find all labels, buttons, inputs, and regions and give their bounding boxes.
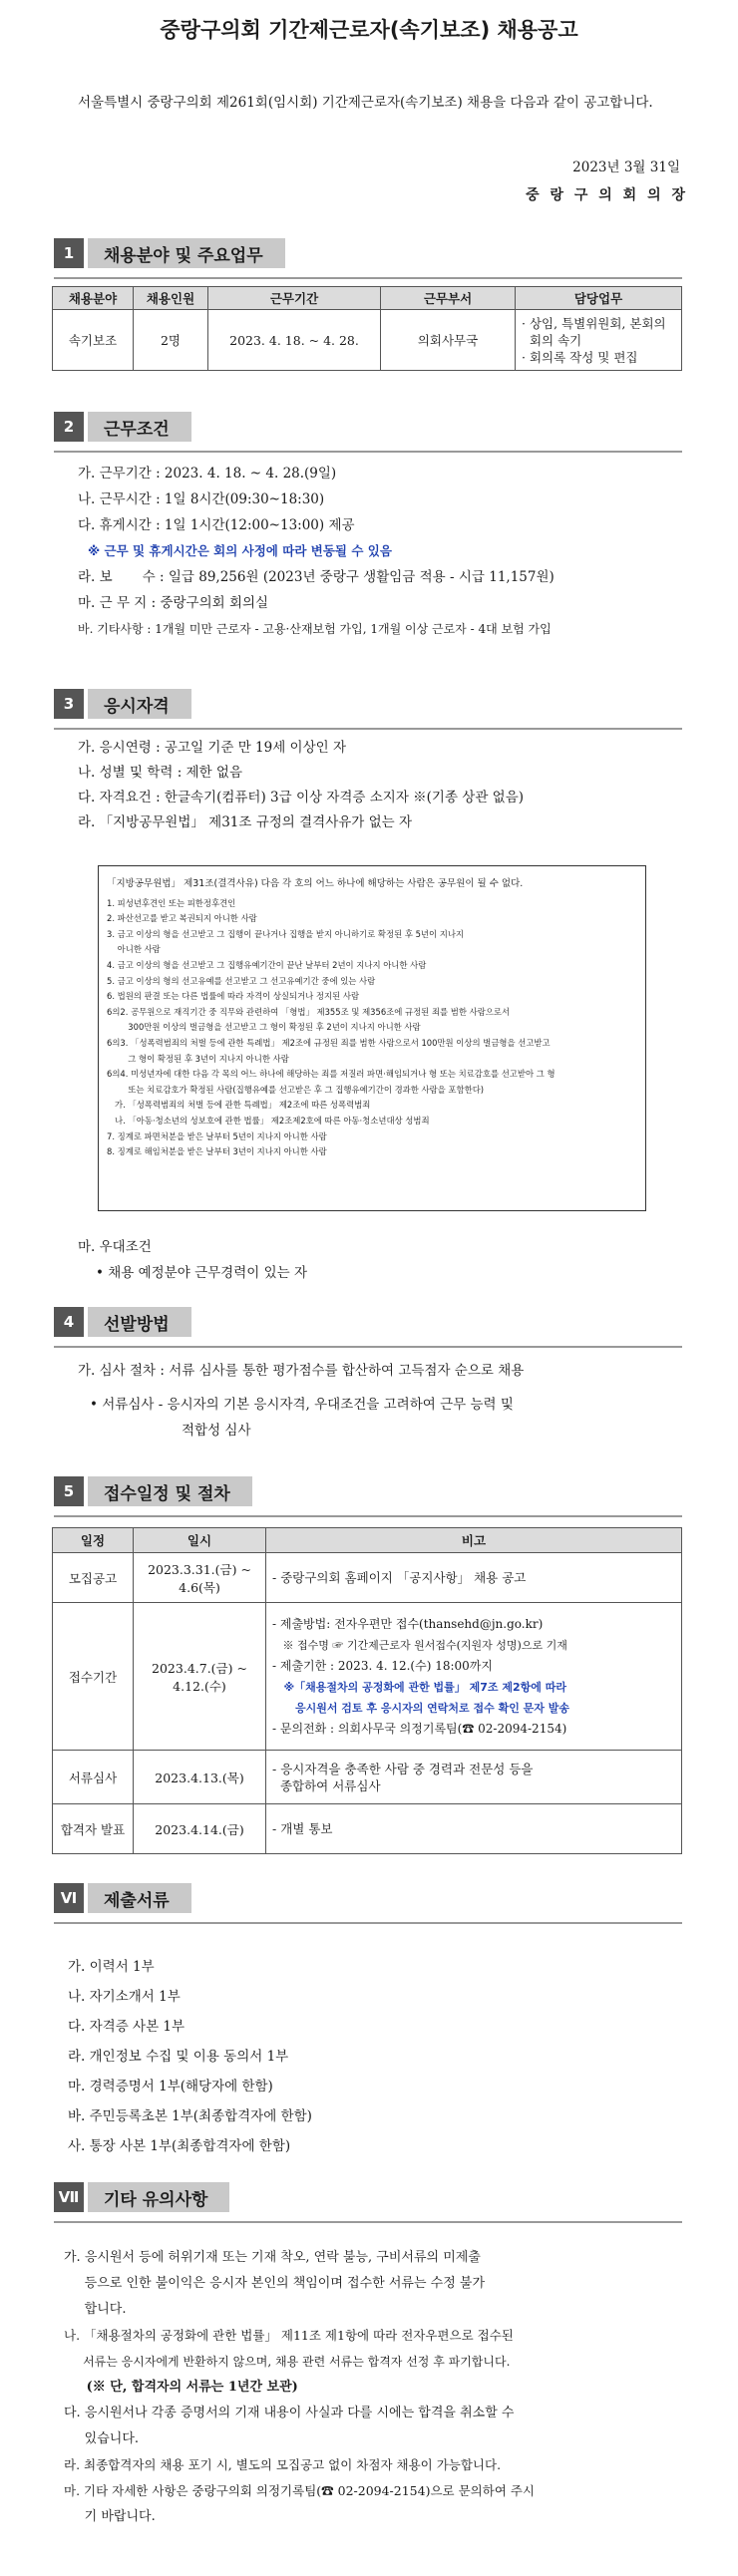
section-header bbox=[54, 1306, 191, 1338]
list-item: 라. 보 수 : 일급 89,256원 (2023년 중랑구 생활임금 적용 - 시급 11,157원) bbox=[78, 569, 554, 585]
section-header bbox=[54, 2181, 229, 2213]
section-divider bbox=[54, 451, 682, 453]
note-line: - 제출방법: 전자우편만 접수(thansehd@jn.go.kr) bbox=[272, 1616, 544, 1631]
table-cell bbox=[134, 1751, 266, 1804]
list-item: 나. 「채용절차의 공정화에 관한 법률」 제11조 제1항에 따라 전자우편으로 접수된 bbox=[64, 2328, 514, 2343]
note-line: 종합하여 서류심사 bbox=[272, 1777, 381, 1793]
table-header: 담당업무 bbox=[516, 287, 682, 310]
table-cell bbox=[266, 1553, 682, 1603]
conditions-list bbox=[78, 461, 554, 642]
section-header bbox=[54, 688, 191, 720]
table-row bbox=[53, 1553, 682, 1603]
list-item: 다. 휴게시간 : 1일 1시간(12:00~13:00) 제공 bbox=[78, 517, 355, 533]
note-line: - 제출기한 : 2023. 4. 12.(수) 18:00까지 bbox=[272, 1658, 493, 1673]
intro-text: 서울특별시 중랑구의회 제261회(임시회) 기간제근로자(속기보조) 채용을 다음과 같이 공고합니다. bbox=[78, 95, 653, 111]
list-item: 마. 근 무 지 : 중랑구의회 회의실 bbox=[78, 595, 269, 611]
law-heading: 「지방공무원법」 제31조(결격사유) 다음 각 호의 어느 하나에 해당하는 사람은 공무원이 될 수 없다. bbox=[107, 878, 524, 889]
table-row bbox=[53, 1603, 682, 1751]
duty-line: 회의 속기 bbox=[522, 332, 582, 348]
table-header: 일시 bbox=[134, 1528, 266, 1553]
section-divider bbox=[54, 1922, 682, 1924]
table-cell: 2023. 4. 18. ~ 4. 28. bbox=[208, 310, 381, 371]
table-row bbox=[53, 310, 682, 371]
law-item: 나. 「아동·청소년의 성보호에 관한 법률」 제2조제2호에 따른 아동·청소년대상 성범죄 bbox=[107, 1115, 430, 1126]
section-title: 근무조건 bbox=[88, 412, 191, 442]
law-item: 6의4. 미성년자에 대한 다음 각 목의 어느 하나에 해당하는 죄를 저질러 파면·해임되거나 형 또는 치료감호를 선고받아 그 형 bbox=[107, 1069, 555, 1080]
date-line: 2023.4.14.(금) bbox=[155, 1821, 244, 1837]
section-number: 1 bbox=[54, 238, 84, 268]
note-line: 응시원서 검토 후 응시자의 연락처로 접수 확인 문자 발송 bbox=[272, 1701, 570, 1715]
list-item: 나. 자기소개서 1부 bbox=[68, 1989, 181, 2005]
law-item: 3. 금고 이상의 형을 선고받고 그 집행이 끝나거나 집행을 받지 아니하기로 확정된 후 5년이 지나지 bbox=[107, 928, 465, 939]
section-title: 접수일정 및 절차 bbox=[88, 1476, 252, 1506]
law-item: 가. 「성폭력범죄의 처벌 등에 관한 특례법」 제2조에 따른 성폭력범죄 bbox=[107, 1100, 371, 1111]
law-item: 8. 징계로 해임처분을 받은 날부터 3년이 지나지 아니한 사람 bbox=[107, 1146, 327, 1157]
list-item: (※ 단, 합격자의 서류는 1년간 보관) bbox=[64, 2380, 298, 2395]
list-item: 바. 주민등록초본 1부(최종합격자에 한함) bbox=[68, 2108, 312, 2124]
table-header: 채용분야 bbox=[53, 287, 134, 310]
table-header: 비고 bbox=[266, 1528, 682, 1553]
section-divider bbox=[54, 1515, 682, 1517]
note-line: - 문의전화 : 의회사무국 의정기록팀(☎ 02-2094-2154) bbox=[272, 1721, 567, 1736]
section-header bbox=[54, 1475, 252, 1507]
section-number: 5 bbox=[54, 1476, 84, 1506]
list-item: 서류는 응시자에게 반환하지 않으며, 채용 관련 서류는 합격자 선정 후 파기합니다. bbox=[64, 2355, 511, 2369]
law-item: 아니한 사람 bbox=[107, 944, 161, 955]
qualifications-list bbox=[78, 736, 524, 835]
duty-line: · 회의록 작성 및 편집 bbox=[522, 349, 638, 365]
list-item: 가. 심사 절차 : 서류 심사를 통한 평가점수를 합산하여 고득점자 순으로 채용 bbox=[78, 1363, 525, 1379]
table-cell: 합격자 발표 bbox=[53, 1804, 134, 1854]
list-item: 마. 경력증명서 1부(해당자에 한함) bbox=[68, 2079, 273, 2094]
table-cell bbox=[134, 1553, 266, 1603]
list-item: 적합성 심사 bbox=[182, 1423, 251, 1439]
section-number: 3 bbox=[54, 689, 84, 719]
section-header bbox=[54, 1882, 191, 1914]
section-header bbox=[54, 411, 191, 443]
list-item: 다. 자격요건 : 한글속기(컴퓨터) 3급 이상 자격증 소지자 ※(기종 상관 없음) bbox=[78, 790, 525, 805]
section-divider bbox=[54, 1346, 682, 1348]
section-title: 기타 유의사항 bbox=[88, 2182, 229, 2212]
table-cell bbox=[134, 1603, 266, 1751]
duties-cell bbox=[516, 310, 682, 371]
section-divider bbox=[54, 728, 682, 730]
notes-list bbox=[64, 2245, 535, 2530]
law-item: 6의2. 공무원으로 재직기간 중 직무와 관련하여 「형법」 제355조 및 제356조에 규정된 죄를 범한 사람으로서 bbox=[107, 1006, 511, 1017]
table-cell: 접수기간 bbox=[53, 1603, 134, 1751]
section-number: Ⅶ bbox=[54, 2182, 84, 2212]
recruitment-table bbox=[52, 286, 682, 371]
section-number: 2 bbox=[54, 412, 84, 442]
list-item: 가. 근무기간 : 2023. 4. 18. ~ 4. 28.(9일) bbox=[78, 466, 337, 482]
law-item: 또는 치료감호가 확정된 사람(집행유예를 선고받은 후 그 집행유예기간이 경과한 사람을 포함한다) bbox=[107, 1084, 485, 1095]
table-cell: 모집공고 bbox=[53, 1553, 134, 1603]
page-title: 중랑구의회 기간제근로자(속기보조) 채용공고 bbox=[160, 18, 578, 42]
list-item: 나. 근무시간 : 1일 8시간(09:30~18:30) bbox=[78, 491, 325, 507]
selection-list bbox=[78, 1358, 524, 1444]
table-cell bbox=[266, 1804, 682, 1854]
list-item: • 서류심사 - 응시자의 기본 응시자격, 우대조건을 고려하여 근무 능력 및 bbox=[90, 1397, 514, 1413]
table-cell bbox=[266, 1603, 682, 1751]
list-item: • 채용 예정분야 근무경력이 있는 자 bbox=[96, 1265, 307, 1281]
note-line: - 중랑구의회 홈페이지 「공지사항」 채용 공고 bbox=[272, 1570, 527, 1585]
table-cell: 속기보조 bbox=[53, 310, 134, 371]
documents-list bbox=[68, 1952, 312, 2161]
table-cell bbox=[266, 1751, 682, 1804]
table-row bbox=[53, 1804, 682, 1854]
law-item: 300만원 이상의 벌금형을 선고받고 그 형이 확정된 후 2년이 지나지 아니한 사람 bbox=[107, 1022, 421, 1033]
table-header: 채용인원 bbox=[134, 287, 208, 310]
list-item: 라. 최종합격자의 채용 포기 시, 별도의 모집공고 없이 차점자 채용이 가능합니다. bbox=[64, 2457, 502, 2472]
list-item: 사. 통장 사본 1부(최종합격자에 한함) bbox=[68, 2138, 291, 2154]
note-line: - 개별 통보 bbox=[272, 1821, 333, 1836]
law-item: 5. 금고 이상의 형의 선고유예를 선고받고 그 선고유예기간 중에 있는 사람 bbox=[107, 975, 376, 986]
list-item: 가. 이력서 1부 bbox=[68, 1959, 155, 1975]
section-divider bbox=[54, 277, 682, 279]
list-item: 나. 성별 및 학력 : 제한 없음 bbox=[78, 765, 242, 781]
law-item: 2. 파산선고를 받고 복권되지 아니한 사람 bbox=[107, 913, 257, 924]
law-item: 4. 금고 이상의 형을 선고받고 그 집행유예기간이 끝난 날부터 2년이 지나지 아니한 사람 bbox=[107, 959, 427, 970]
section-number: Ⅵ bbox=[54, 1883, 84, 1913]
note-line: ※ 접수명 ☞ 기간제근로자 원서접수(지원자 성명)으로 기재 bbox=[272, 1638, 567, 1652]
section-title: 응시자격 bbox=[88, 689, 191, 719]
section-divider bbox=[54, 2221, 682, 2223]
notice-date: 2023년 3월 31일 bbox=[572, 160, 680, 175]
list-item: 있습니다. bbox=[64, 2431, 140, 2446]
duty-line: · 상임, 특별위원회, 본회의 bbox=[522, 315, 666, 331]
list-item: 다. 응시원서나 각종 증명서의 기재 내용이 사실과 다를 시에는 합격을 취소할 수 bbox=[64, 2406, 515, 2420]
table-cell bbox=[134, 1804, 266, 1854]
law-item: 그 형이 확정된 후 3년이 지나지 아니한 사람 bbox=[107, 1053, 289, 1064]
schedule-table bbox=[52, 1527, 682, 1854]
table-cell: 의회사무국 bbox=[381, 310, 516, 371]
law-excerpt-box bbox=[98, 865, 646, 1211]
table-header: 근무부서 bbox=[381, 287, 516, 310]
list-item: 가. 응시원서 등에 허위기재 또는 기재 착오, 연락 불능, 구비서류의 미제출 bbox=[64, 2250, 481, 2265]
law-item: 6. 법원의 판결 또는 다른 법률에 따라 자격이 상실되거나 정지된 사람 bbox=[107, 991, 360, 1002]
note-line: ※「채용절차의 공정화에 관한 법률」 제7조 제2항에 따라 bbox=[272, 1680, 566, 1694]
law-item: 6의3. 「성폭력범죄의 처벌 등에 관한 특례법」 제2조에 규정된 죄를 범한 사람으로서 100만원 이상의 벌금형을 선고받고 bbox=[107, 1037, 551, 1048]
section-title: 제출서류 bbox=[88, 1883, 191, 1913]
date-line: 2023.4.13.(목) bbox=[155, 1770, 244, 1785]
section-number: 4 bbox=[54, 1307, 84, 1337]
list-item: 등으로 인한 불이익은 응시자 본인의 책임이며 접수한 서류는 수정 불가 bbox=[64, 2276, 486, 2291]
table-cell: 서류심사 bbox=[53, 1751, 134, 1804]
date-line: 2023.4.7.(금) ~ bbox=[152, 1660, 247, 1676]
section-title: 선발방법 bbox=[88, 1307, 191, 1337]
date-line: 2023.3.31.(금) ~ bbox=[148, 1561, 251, 1577]
list-item: 라. 개인정보 수집 및 이용 동의서 1부 bbox=[68, 2049, 289, 2065]
table-header: 근무기간 bbox=[208, 287, 381, 310]
section-header bbox=[54, 237, 285, 269]
note-line: - 응시자격을 충족한 사람 중 경력과 전문성 등을 bbox=[272, 1761, 534, 1776]
list-item: 마. 우대조건 bbox=[78, 1239, 152, 1255]
date-line: 4.12.(수) bbox=[173, 1678, 226, 1694]
preference-list bbox=[78, 1234, 307, 1286]
list-item: 가. 응시연령 : 공고일 기준 만 19세 이상인 자 bbox=[78, 740, 347, 756]
table-cell: 2명 bbox=[134, 310, 208, 371]
list-item: 다. 자격증 사본 1부 bbox=[68, 2019, 185, 2035]
list-item: 합니다. bbox=[64, 2302, 127, 2317]
list-item: 바. 기타사항 : 1개월 미만 근로자 - 고용·산재보험 가입, 1개월 이상 근로자 - 4대 보험 가입 bbox=[78, 622, 552, 636]
law-item: 7. 징계로 파면처분을 받은 날부터 5년이 지나지 아니한 사람 bbox=[107, 1130, 327, 1141]
table-row bbox=[53, 1751, 682, 1804]
section-title: 채용분야 및 주요업무 bbox=[88, 238, 285, 268]
list-item: 마. 기타 자세한 사항은 중랑구의회 의정기록팀(☎ 02-2094-2154)으로 문의하여 주시 bbox=[64, 2483, 536, 2498]
list-note: ※ 근무 및 휴게시간은 회의 사정에 따라 변동될 수 있음 bbox=[88, 543, 392, 558]
table-header: 일정 bbox=[53, 1528, 134, 1553]
list-item: 라. 「지방공무원법」 제31조 규정의 결격사유가 없는 자 bbox=[78, 814, 413, 830]
issuer-name: 중 랑 구 의 회 의 장 bbox=[526, 187, 688, 203]
law-item: 1. 피성년후견인 또는 피한정후견인 bbox=[107, 897, 236, 908]
date-line: 4.6(목) bbox=[179, 1579, 220, 1595]
list-item: 기 바랍니다. bbox=[64, 2509, 156, 2524]
